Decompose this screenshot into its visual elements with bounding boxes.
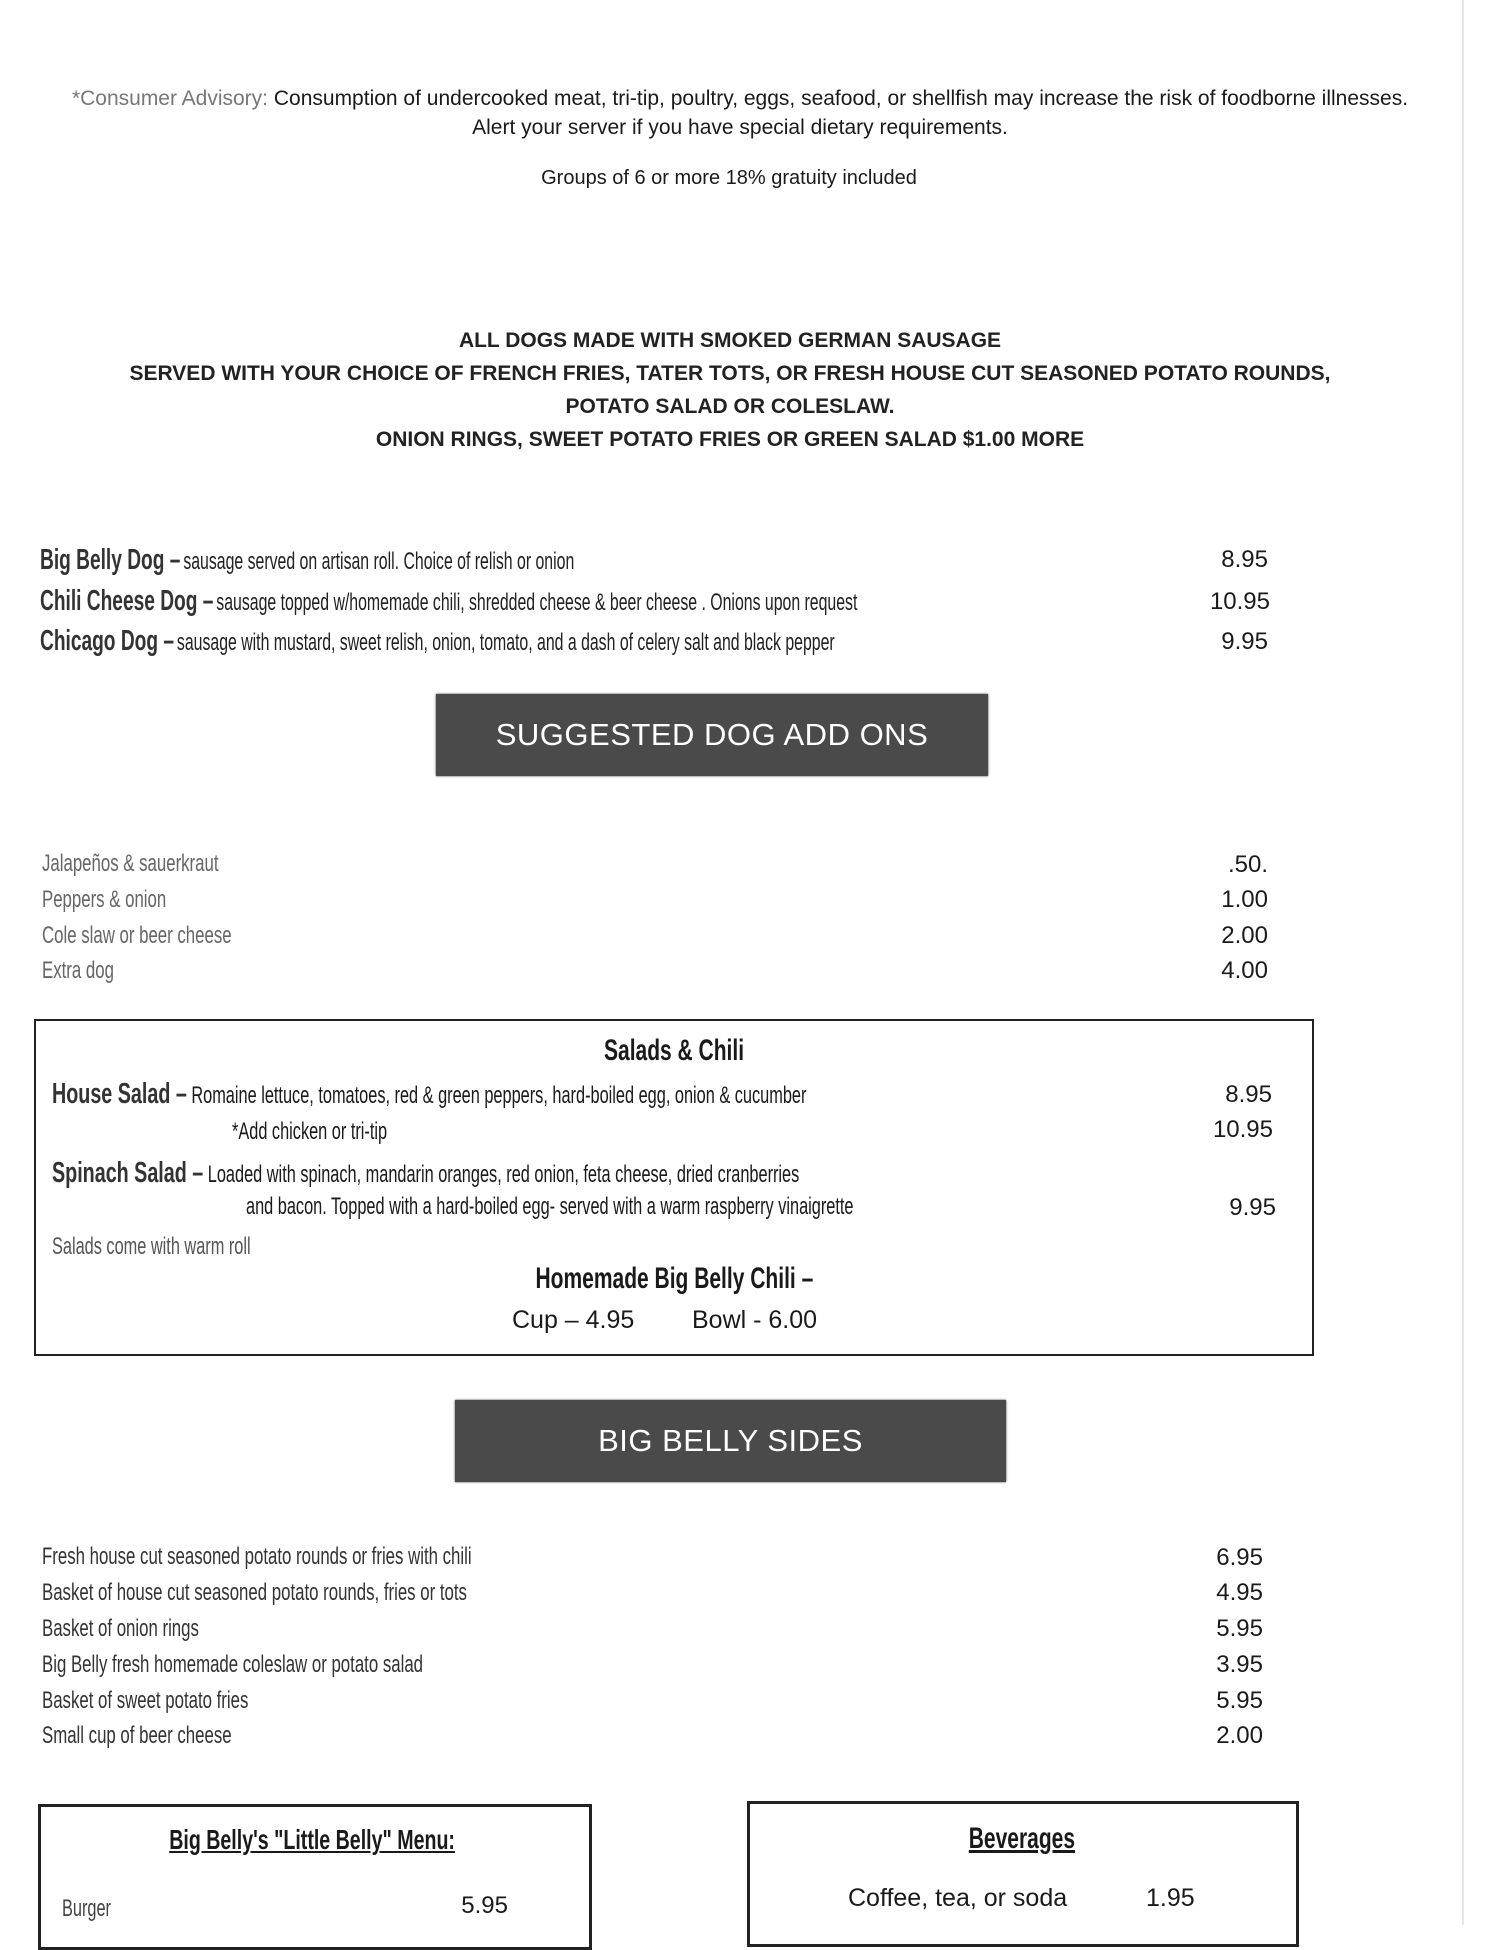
side-price: 4.95: [1216, 1579, 1263, 1606]
menu-item-big-belly-dog: [40, 544, 849, 578]
chili-cup-price: Cup – 4.95: [512, 1306, 635, 1334]
advisory-text: Consumption of undercooked meat, tri-tip, poultry, eggs, seafood, or shellfish may increase the risk of foodborne illnesses. Alert your server if you have special dietary requirements.: [273, 87, 1409, 139]
side-price: 5.95: [1216, 1615, 1263, 1642]
item-desc: sausage topped w/homemade chili, shredded cheese & beer cheese . Onions upon request: [216, 589, 858, 616]
little-belly-title-wrap: [38, 1824, 586, 1856]
roll-note: Salads come with warm roll: [52, 1233, 251, 1260]
item-price: 8.95: [1221, 546, 1268, 573]
side-item: Small cup of beer cheese: [42, 1722, 232, 1749]
beverages-title-wrap: [747, 1822, 1296, 1856]
house-salad-addon: *Add chicken or tri-tip: [232, 1118, 388, 1145]
item-price: 10.95: [1209, 588, 1270, 615]
addon-item: Jalapeños & sauerkraut: [42, 850, 219, 877]
dogs-notice-line3: POTATO SALAD OR COLESLAW.: [565, 395, 895, 418]
gratuity-note: Groups of 6 or more 18% gratuity included: [541, 167, 917, 189]
little-belly-title: Big Belly's "Little Belly" Menu:: [169, 1824, 455, 1855]
item-price: 10.95: [1212, 1116, 1273, 1143]
page-edge: [1462, 0, 1464, 1925]
addon-item: Peppers & onion: [42, 886, 167, 913]
addon-price: 2.00: [1221, 922, 1268, 949]
chili-title-wrap: [34, 1262, 1314, 1296]
side-item: Basket of sweet potato fries: [42, 1687, 249, 1714]
addon-price: .50.: [1227, 851, 1268, 878]
item-name: Spinach Salad –: [52, 1157, 204, 1189]
item-name: Chili Cheese Dog –: [40, 585, 214, 617]
item-name: House Salad –: [52, 1078, 187, 1110]
menu-item-house-salad: [52, 1078, 806, 1111]
spinach-desc-line2: and bacon. Topped with a hard-boiled egg- served with a warm raspberry vinaigrette: [246, 1193, 854, 1220]
menu-item-chicago-dog: [40, 625, 1244, 659]
item-name: Chicago Dog –: [40, 625, 174, 657]
item-name: Big Belly Dog –: [40, 544, 181, 576]
salads-title-wrap: [34, 1034, 1314, 1068]
item-desc: Loaded with spinach, mandarin oranges, red onion, feta cheese, dried cranberries: [207, 1161, 800, 1188]
side-price: 2.00: [1216, 1722, 1263, 1749]
item-price: 8.95: [1225, 1081, 1272, 1108]
advisory-lead: *Consumer Advisory:: [71, 87, 269, 110]
side-item: Big Belly fresh homemade coleslaw or potato salad: [42, 1651, 424, 1678]
item-price: 9.95: [1229, 1194, 1276, 1221]
addons-banner: SUGGESTED DOG ADD ONS: [436, 694, 988, 776]
side-price: 6.95: [1216, 1544, 1263, 1571]
item-desc: sausage with mustard, sweet relish, onion, tomato, and a dash of celery salt and black pepper: [176, 629, 835, 656]
side-item: Fresh house cut seasoned potato rounds or fries with chili: [42, 1543, 472, 1570]
beverage-price: 1.95: [1146, 1884, 1195, 1912]
sides-banner: BIG BELLY SIDES: [455, 1400, 1006, 1482]
side-price: 5.95: [1216, 1687, 1263, 1714]
salads-title: Salads & Chili: [603, 1034, 745, 1067]
item-desc: sausage served on artisan roll. Choice of relish or onion: [183, 548, 575, 575]
addon-price: 4.00: [1221, 957, 1268, 984]
addon-price: 1.00: [1221, 886, 1268, 913]
beverage-item: Coffee, tea, or soda: [848, 1884, 1068, 1912]
little-belly-item: Burger: [62, 1895, 111, 1922]
chili-bowl-price: Bowl - 6.00: [692, 1306, 818, 1334]
chili-title: Homemade Big Belly Chili –: [535, 1262, 813, 1295]
dogs-notice-line4: ONION RINGS, SWEET POTATO FRIES OR GREEN SALAD $1.00 MORE: [375, 428, 1085, 451]
item-desc: Romaine lettuce, tomatoes, red & green peppers, hard-boiled egg, onion & cucumber: [191, 1082, 807, 1109]
side-price: 3.95: [1216, 1651, 1263, 1678]
dogs-notice: [40, 324, 1420, 456]
dogs-notice-line2: SERVED WITH YOUR CHOICE OF FRENCH FRIES, TATER TOTS, OR FRESH HOUSE CUT SEASONED POTATO ROUNDS,: [129, 362, 1331, 385]
menu-item-spinach-salad: [52, 1157, 799, 1190]
dogs-notice-line1: ALL DOGS MADE WITH SMOKED GERMAN SAUSAGE: [458, 329, 1002, 352]
consumer-advisory: [55, 84, 1425, 142]
side-item: Basket of house cut seasoned potato rounds, fries or tots: [42, 1579, 467, 1606]
side-item: Basket of onion rings: [42, 1615, 199, 1642]
menu-item-chili-cheese-dog: [40, 585, 1278, 619]
little-belly-price: 5.95: [461, 1892, 508, 1919]
addon-item: Cole slaw or beer cheese: [42, 922, 232, 949]
addon-item: Extra dog: [42, 957, 114, 984]
item-price: 9.95: [1221, 628, 1268, 655]
beverages-title: Beverages: [968, 1822, 1075, 1855]
